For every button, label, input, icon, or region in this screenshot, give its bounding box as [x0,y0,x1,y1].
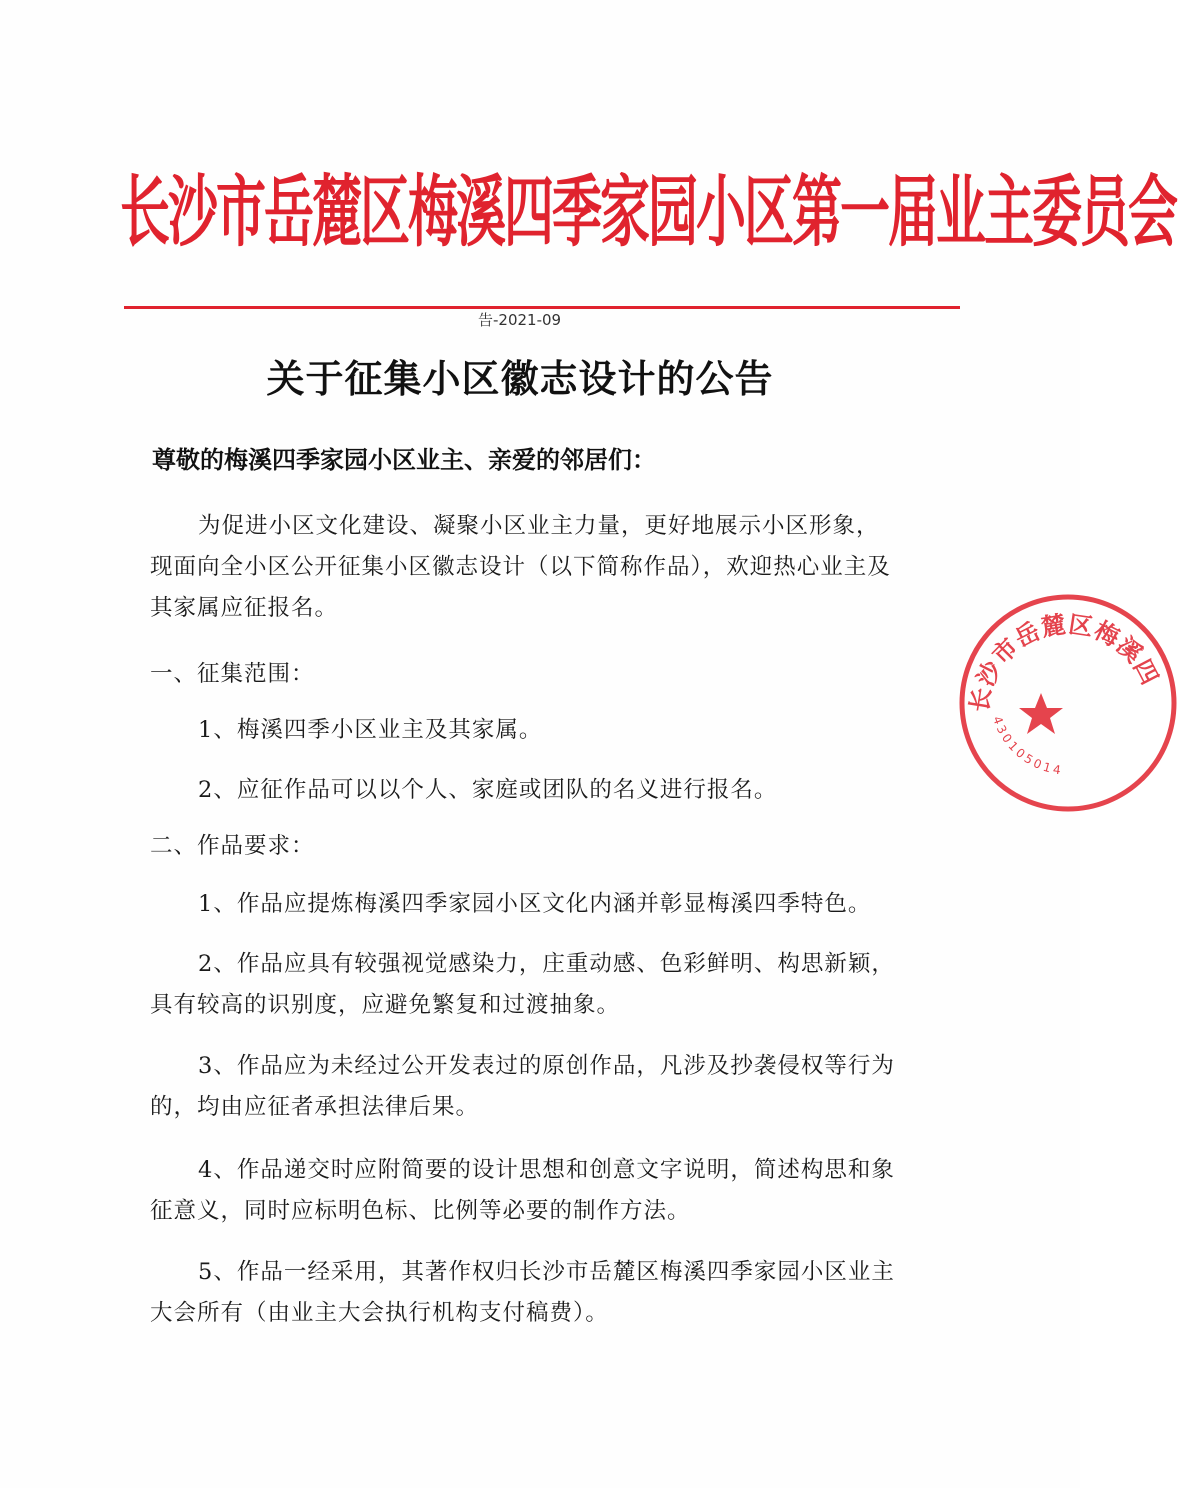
section2-item: 5、作品一经采用，其著作权归长沙市岳麓区梅溪四季家园小区业主大会所有（由业主大会执行机构支付稿费）。 [150,1259,895,1326]
official-seal-stamp [953,588,1183,818]
section1-item: 2、应征作品可以以个人、家庭或团队的名义进行报名。 [198,777,778,803]
organization-header: 长沙市岳麓区梅溪四季家园小区第一届业主委员会 [120,167,1176,257]
stamp-arc-text: 长沙市岳麓区梅溪四 [965,610,1165,714]
section2-heading: 二、作品要求： [150,833,315,859]
section2-item: 3、作品应为未经过公开发表过的原创作品，凡涉及抄袭侵权等行为的，均由应征者承担法律后果。 [150,1053,895,1120]
stamp-star-icon [1019,693,1063,734]
salutation: 尊敬的梅溪四季家园小区业主、亲爱的邻居们： [152,446,656,474]
svg-text:430105014 [990,714,1065,777]
section1-heading: 一、征集范围： [150,661,315,687]
document-number: 告-2021-09 [478,311,562,329]
intro-paragraph: 为促进小区文化建设、凝聚小区业主力量，更好地展示小区形象，现面向全小区公开征集小区徽志设计（以下简称作品），欢迎热心业主及其家属应征报名。 [150,513,891,621]
stamp-number-text: 430105014 [989,714,1065,778]
section2-item: 4、作品递交时应附简要的设计思想和创意文字说明，简述构思和象征意义，同时应标明色标、比例等必要的制作方法。 [150,1157,895,1224]
section2-item: 2、作品应具有较强视觉感染力，庄重动感、色彩鲜明、构思新颖，具有较高的识别度，应避免繁复和过渡抽象。 [150,951,895,1018]
document-title: 关于征集小区徽志设计的公告 [266,357,774,401]
section2-item: 1、作品应提炼梅溪四季家园小区文化内涵并彰显梅溪四季特色。 [198,891,872,917]
section1-item: 1、梅溪四季小区业主及其家属。 [198,717,543,743]
